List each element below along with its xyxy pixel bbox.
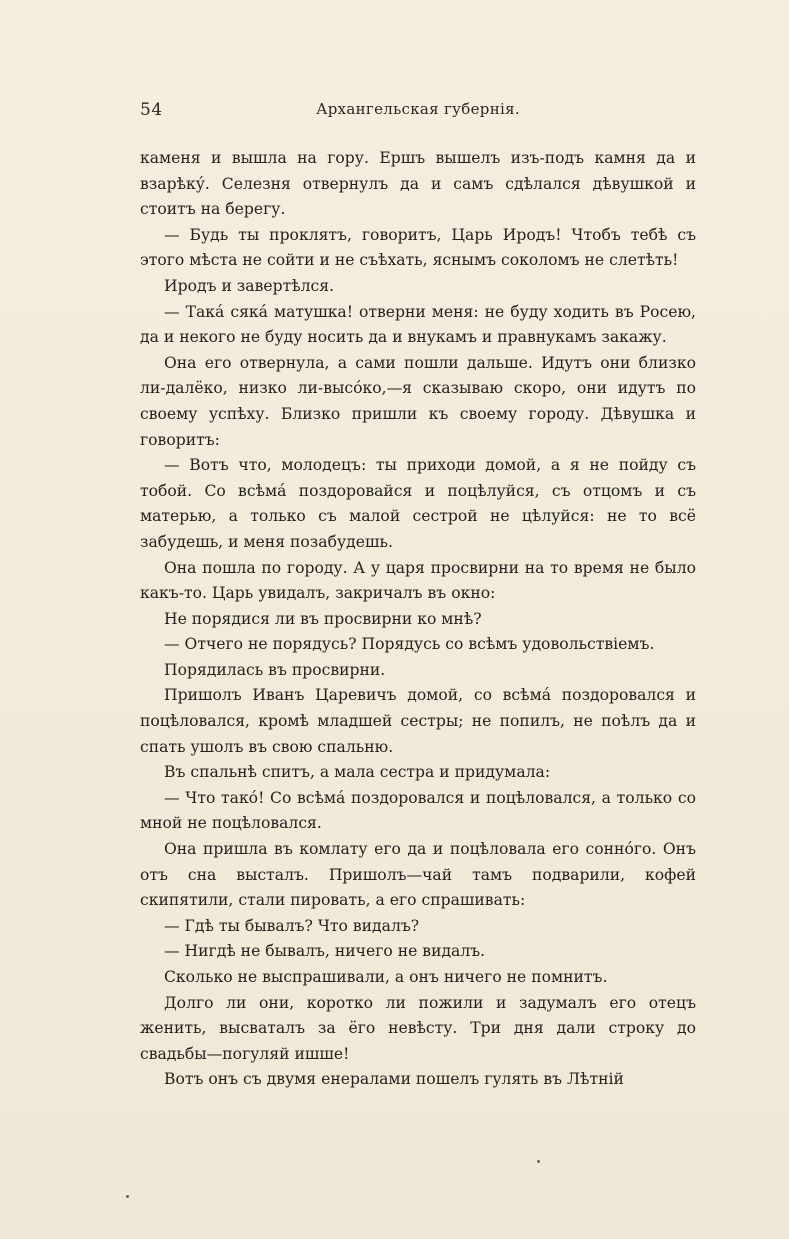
paragraph: Она его отвернула, а сами пошли дальше. Идутъ они близко ли-далёко, низко ли-высо́ко,—я сказываю скоро, они идутъ по своему успѣху. Близко пришли къ своему городу. Дѣвушка и говоритъ: [140,353,696,449]
paragraph: Пришолъ Иванъ Царевичъ домой, со всѣма́ поздоровался и поцѣловался, кромѣ младшей сестры; не попилъ, не поѣлъ да и спать ушолъ въ свою спальню. [140,686,696,756]
paragraph: Она пошла по городу. А у царя просвирни на то время не было какъ-то. Царь увидалъ, закричалъ въ окно: [140,558,696,603]
paragraph: Сколько не выспрашивали, а онъ ничего не помнитъ. [164,968,608,986]
paragraph: — Будь ты проклятъ, говоритъ, Царь Иродъ! Чтобъ тебѣ съ этого мѣста не сойти и не съѣхать, яснымъ соколомъ не слетѣть! [140,225,696,270]
print-speck [126,1195,129,1198]
paragraph: Порядилась въ просвирни. [164,660,386,679]
paragraph: Не порядися ли въ просвирни ко мнѣ? [164,609,482,628]
paragraph: — Така́ сяка́ матушка! отверни меня: не буду ходить въ Росею, да и некого не буду носить да и внукамъ и правнукамъ закажу. [140,302,696,347]
paragraph: каменя и вышла на гору. Ершъ вышелъ изъ-подъ камня да и взарѣку́. Селезня отвернулъ да и самъ сдѣлался дѣвушкой и стоитъ на берегу. [140,149,696,219]
paragraph: — Вотъ что, молодецъ: ты приходи домой, а я не пойду съ тобой. Со всѣма́ поздоровайся и поцѣлуйся, съ отцомъ и съ матерью, а только съ малой сестрой не цѣлуйся: не то всё забудешь, и меня позабудешь. [140,456,696,551]
paragraph: — Отчего не порядусь? Порядусь со всѣмъ удовольствіемъ. [164,635,655,654]
running-title: Архангельская губернія. [316,100,520,118]
paragraph: Вотъ онъ съ двумя енералами пошелъ гулять въ Лѣтній [164,1070,624,1089]
paragraph: — Нигдѣ не бывалъ, ничего не видалъ. [164,942,486,961]
paragraph: Долго ли они, коротко ли пожили и задумалъ его отецъ женить, высваталъ за ёго невѣсту. Три дня дали строку до свадьбы—погуляй ишше! [140,993,696,1063]
paragraph: Иродъ и завертѣлся. [164,276,335,295]
paragraph: — Гдѣ ты бывалъ? Что видалъ? [164,916,420,935]
body-text [140,146,696,1093]
paragraph: — Что такó! Со всѣма́ поздоровался и поцѣловался, а только со мной не поцѣловался. [140,788,696,833]
paragraph: Она пришла въ комлату его да и поцѣловала его сонно́го. Онъ отъ сна высталъ. Пришолъ—чай тамъ подварили, кофей скипятили, стали пировать, а его спрашивать: [140,840,696,910]
page-header [140,100,696,128]
page-number: 54 [140,100,163,120]
print-speck [537,1160,540,1163]
paragraph: Въ спальнѣ спитъ, а мала сестра и придумала: [164,763,551,782]
